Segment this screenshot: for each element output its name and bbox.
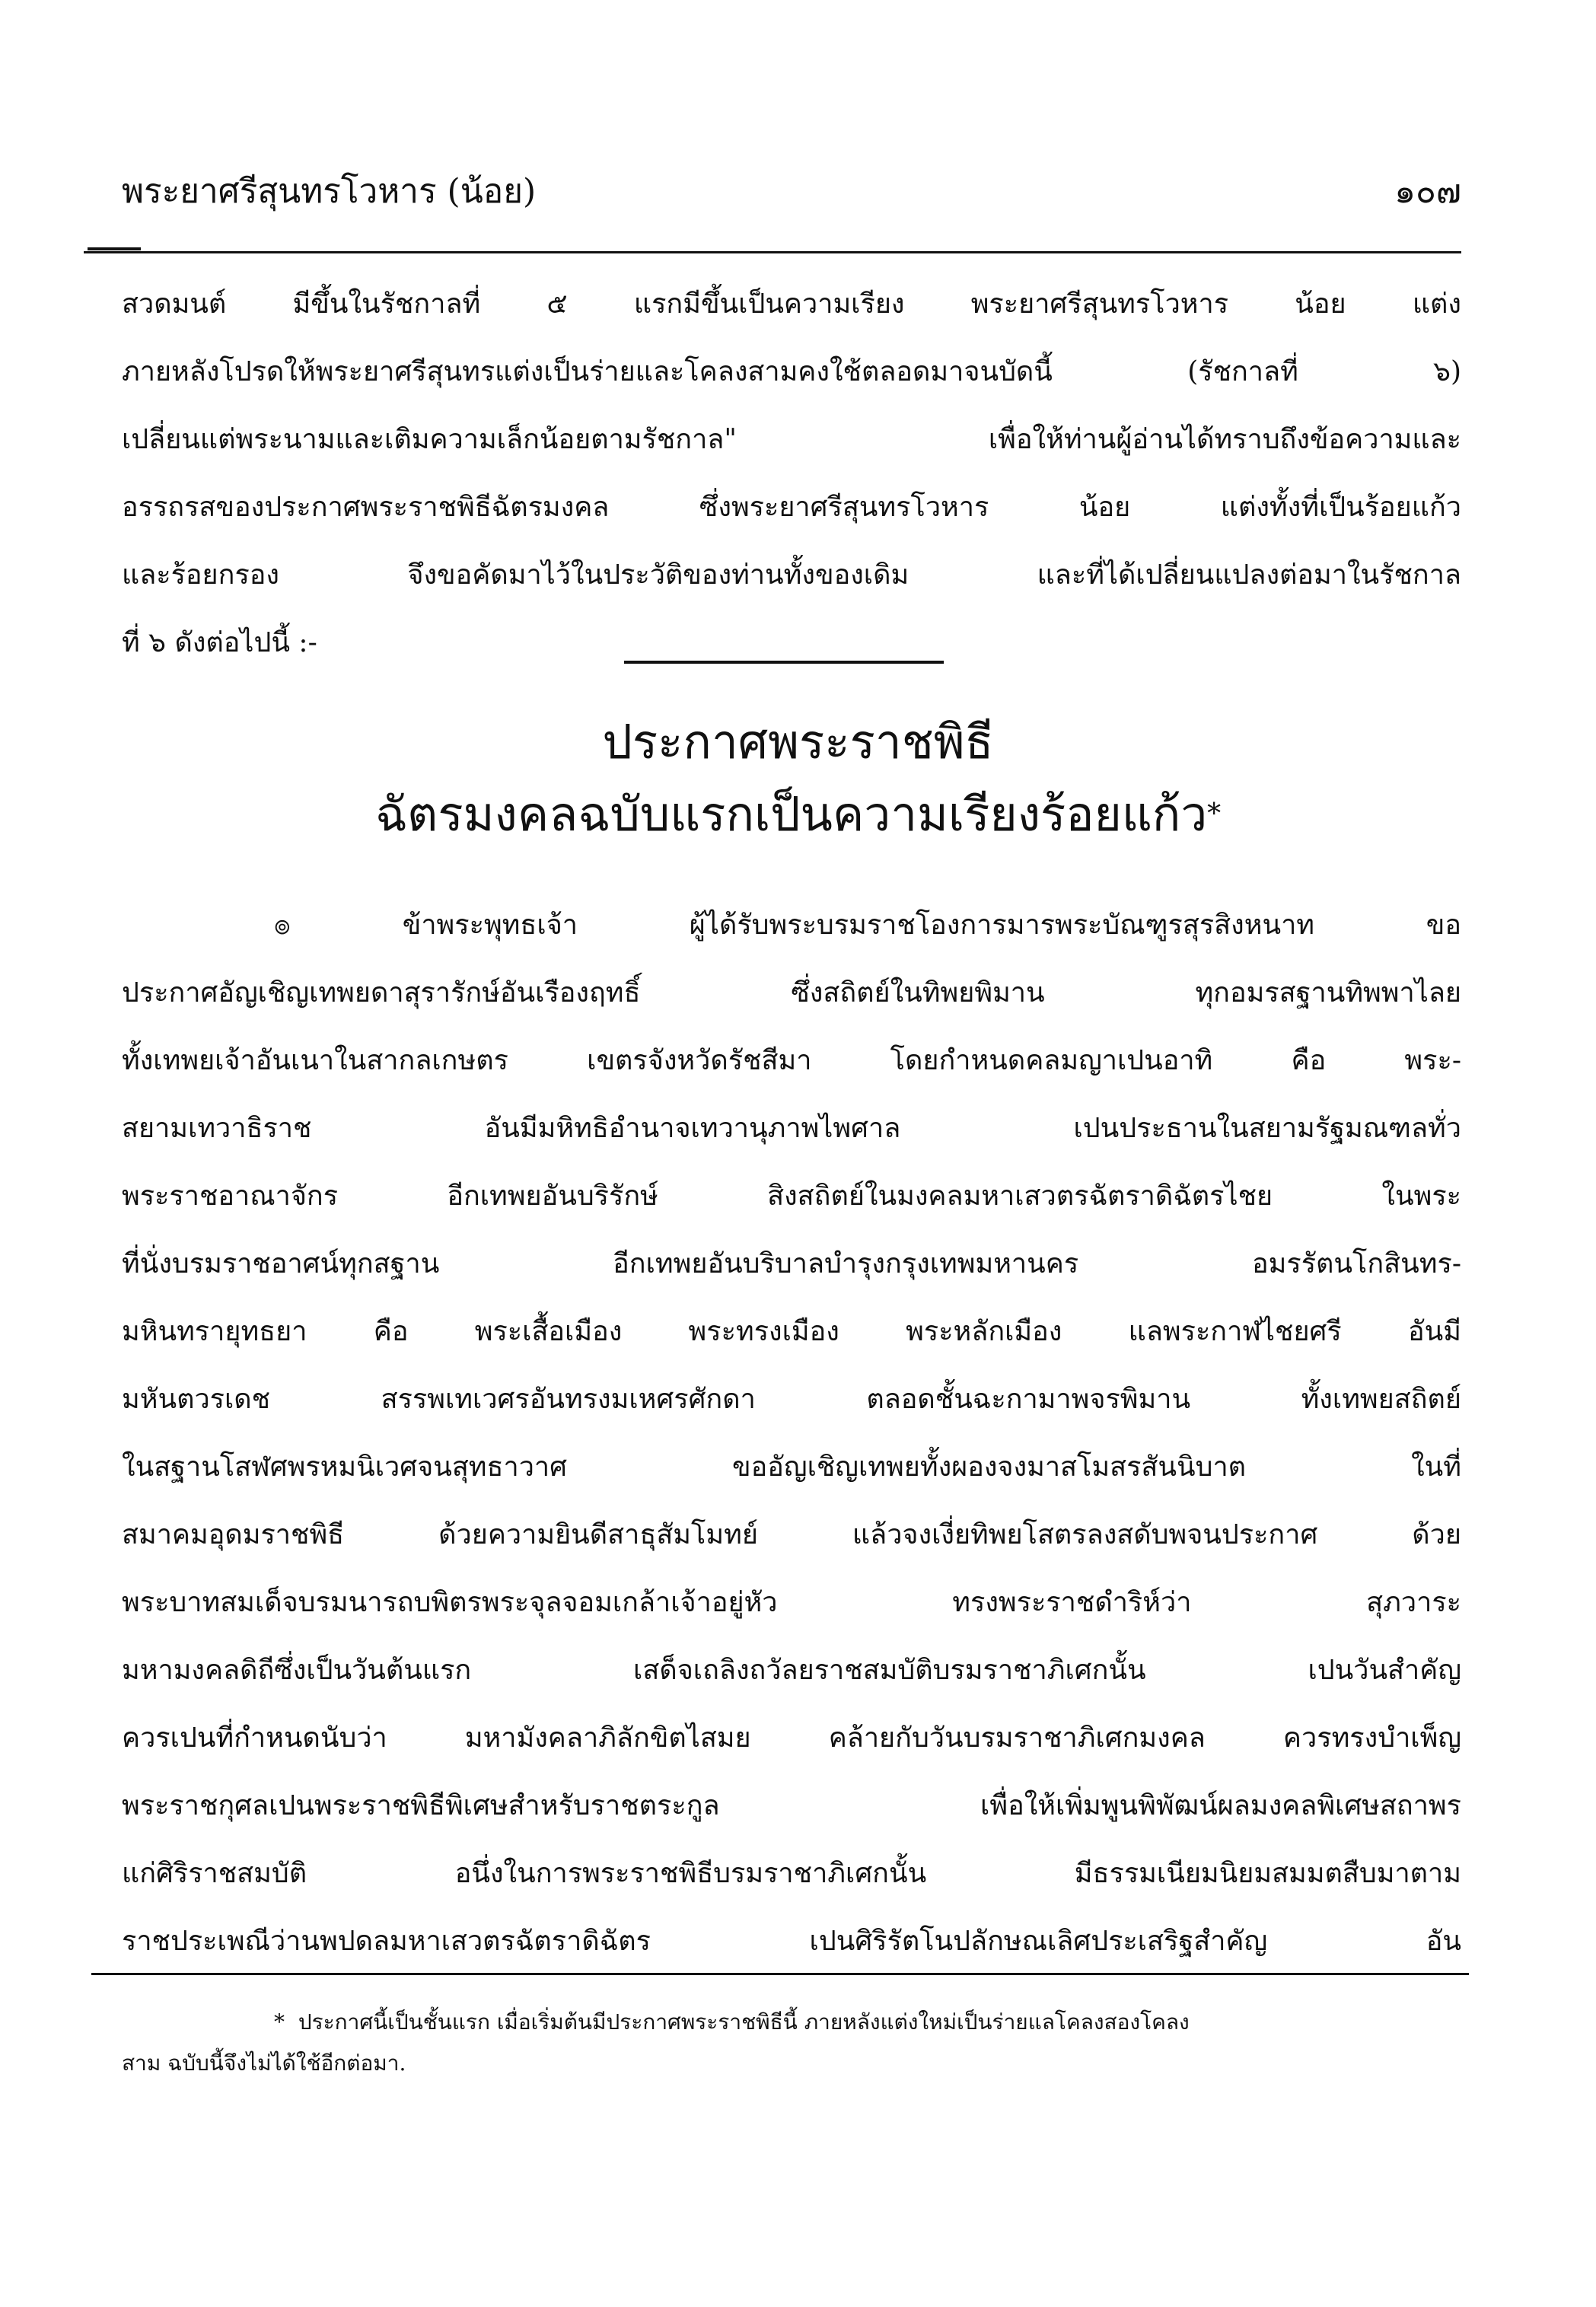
running-header-title: พระยาศรีสุนทรโวหาร (น้อย) bbox=[122, 172, 537, 211]
body-line: ประกาศอัญเชิญเทพยดาสุรารักษ์อันเรืองฤทธิ์ ซึ่งสถิตย์ในทิพยพิมาน ทุกอมรสฐานทิพพาไลย bbox=[122, 977, 1461, 1009]
body-line: มหินทรายุทธยา คือ พระเสื้อเมือง พระทรงเมือง พระหลักเมือง แลพระกาฬไชยศรี อันมี bbox=[122, 1316, 1461, 1347]
body-line: พระราชอาณาจักร อีกเทพยอันบริรักษ์ สิงสถิตย์ในมงคลมหาเสวตรฉัตราดิฉัตรไชย ในพระ bbox=[122, 1181, 1461, 1212]
section-separator bbox=[624, 661, 944, 664]
body-line: มหันตวรเดช สรรพเทเวศรอันทรงมเหศรศักดา ตลอดชั้นฉะกามาพจรพิมาน ทั้งเทพยสถิตย์ bbox=[122, 1384, 1461, 1415]
intro-paragraph bbox=[122, 270, 1461, 677]
body-line: พระบาทสมเด็จบรมนารถบพิตรพระจุลจอมเกล้าเจ้าอยู่หัว ทรงพระราชดำริห์ว่า สุภวาระ bbox=[122, 1587, 1461, 1618]
footnote bbox=[122, 2002, 1461, 2084]
footnote-mark: * bbox=[274, 2009, 285, 2035]
body-line: ราชประเพณีว่านพปดลมหาเสวตรฉัตราดิฉัตร เปนศิริรัตโนปลักษณเลิศประเสริฐสำคัญ อัน bbox=[122, 1926, 1461, 1957]
footnote-text: ประกาศนี้เป็นชั้นแรก เมื่อเริ่มต้นมีประกาศพระราชพิธีนี้ ภายหลังแต่งใหม่เป็นร่ายแลโคลงสองโคลง bbox=[298, 2009, 1190, 2035]
running-header bbox=[122, 169, 1461, 222]
intro-line: เปลี่ยนแต่พระนามและเติมความเล็กน้อยตามรัชกาล" เพื่อให้ท่านผู้อ่านได้ทราบถึงข้อความและ bbox=[122, 424, 1461, 455]
section-title-text: ฉัตรมงคลฉบับแรกเป็นความเรียงร้อยแก้ว bbox=[374, 786, 1208, 842]
footnote-line-1 bbox=[122, 2002, 1461, 2043]
body-line: สมาคมอุดมราชพิธี ด้วยความยินดีสาธุสัมโมทย์ แล้วจงเงี่ยทิพยโสตรลงสดับพจนประกาศ ด้วย bbox=[122, 1519, 1461, 1550]
body-line: พระราชกุศลเปนพระราชพิธีพิเศษสำหรับราชตระกูล เพื่อให้เพิ่มพูนพิพัฒน์ผลมงคลพิเศษสถาพร bbox=[122, 1790, 1461, 1821]
body-line: ๏ ข้าพระพุทธเจ้า ผู้ได้รับพระบรมราชโองการมารพระบัณฑูรสุรสิงหนาท ขอ bbox=[274, 910, 1461, 941]
intro-line: ที่ ๖ ดังต่อไปนี้ :- bbox=[122, 627, 317, 658]
section-title-line-1: ประกาศพระราชพิธี bbox=[602, 714, 994, 770]
footnote-line-2: สาม ฉบับนี้จึงไม่ได้ใช้อีกต่อมา. bbox=[122, 2050, 406, 2076]
proclamation-text bbox=[122, 894, 1461, 1978]
body-line: มหามงคลดิถีซึ่งเป็นวันต้นแรก เสด็จเถลิงถวัลยราชสมบัติบรมราชาภิเศกนั้น เปนวันสำคัญ bbox=[122, 1655, 1461, 1686]
intro-line: และร้อยกรอง จึงขอคัดมาไว้ในประวัติของท่านทั้งของเดิม และที่ได้เปลี่ยนแปลงต่อมาในรัชกาล bbox=[122, 559, 1461, 591]
header-rule-lead bbox=[88, 247, 141, 250]
body-line: ทั้งเทพยเจ้าอันเนาในสากลเกษตร เขตรจังหวัดรัชสีมา โดยกำหนดคลมญาเปนอาทิ คือ พระ- bbox=[122, 1045, 1461, 1076]
header-rule bbox=[84, 251, 1461, 253]
page-number: ๑๐๗ bbox=[1394, 172, 1461, 211]
body-line: ในสฐานโสฬศพรหมนิเวศจนสุทธาวาศ ขออัญเชิญเทพยทั้งผองจงมาสโมสรสันนิบาต ในที่ bbox=[122, 1451, 1461, 1483]
body-line: ควรเปนที่กำหนดนับว่า มหามังคลาภิลักขิตไสมย คล้ายกับวันบรมราชาภิเศกมงคล ควรทรงบำเพ็ญ bbox=[122, 1722, 1461, 1754]
section-title-line-2 bbox=[0, 784, 1596, 845]
footnote-rule bbox=[91, 1973, 1469, 1975]
footnote-reference-mark: * bbox=[1207, 798, 1222, 830]
intro-line: ภายหลังโปรดให้พระยาศรีสุนทรแต่งเป็นร่ายและโคลงสามคงใช้ตลอดมาจนบัดนี้ (รัชกาลที่ ๖) bbox=[122, 356, 1461, 387]
intro-line: สวดมนต์ มีขึ้นในรัชกาลที่ ๕ แรกมีขึ้นเป็นความเรียง พระยาศรีสุนทรโวหาร น้อย แต่ง bbox=[122, 288, 1461, 320]
body-line: ที่นั่งบรมราชอาศน์ทุกสฐาน อีกเทพยอันบริบาลบำรุงกรุงเทพมหานคร อมรรัตนโกสินทร- bbox=[122, 1248, 1461, 1279]
body-line: แก่ศิริราชสมบัติ อนึ่งในการพระราชพิธีบรมราชาภิเศกนั้น มีธรรมเนียมนิยมสมมตสืบมาตาม bbox=[122, 1858, 1461, 1889]
intro-line: อรรถรสของประกาศพระราชพิธีฉัตรมงคล ซึ่งพระยาศรีสุนทรโวหาร น้อย แต่งทั้งที่เป็นร้อยแก้ว bbox=[122, 492, 1461, 523]
body-line: สยามเทวาธิราช อันมีมหิทธิอำนาจเทวานุภาพไพศาล เปนประธานในสยามรัฐมณฑลทั่ว bbox=[122, 1113, 1461, 1144]
